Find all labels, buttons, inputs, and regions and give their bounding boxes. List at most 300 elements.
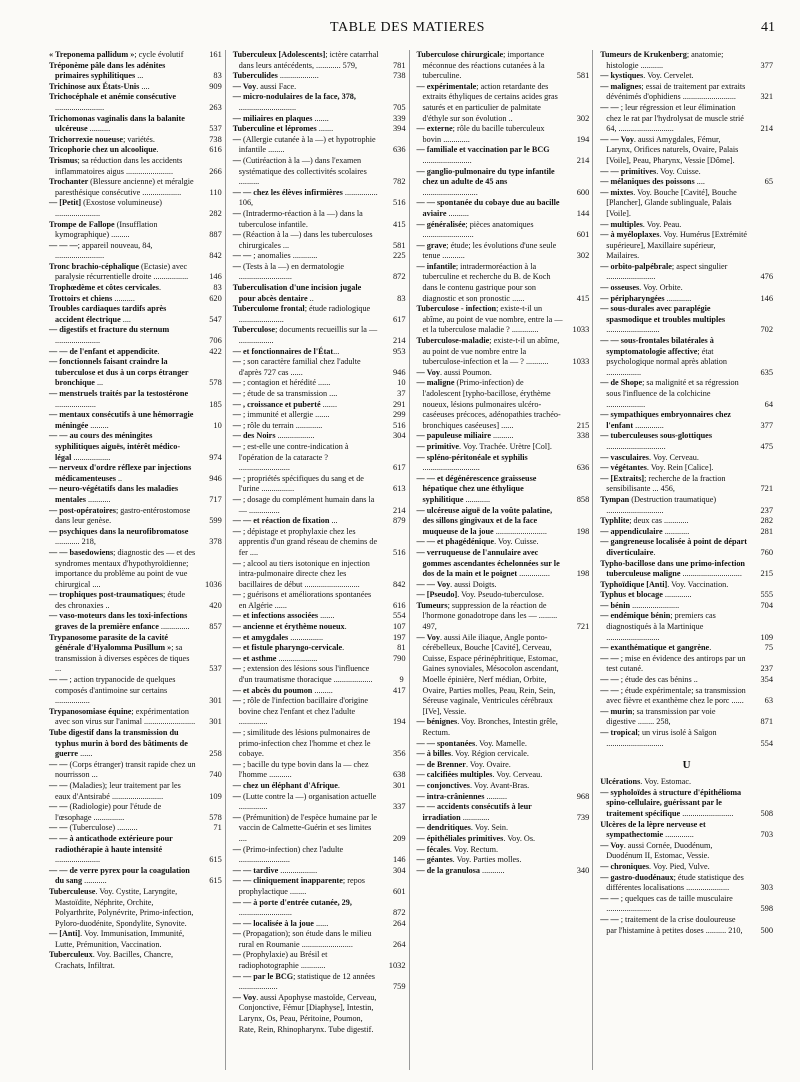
entry-page-number: 615 [209, 876, 222, 886]
entry-text: — ulcéreuse aiguë de la voûte palatine, des sillons gingivaux et de la face muqueuse de la joue ......................... [416, 505, 553, 536]
entry-text: — miliaires en plaques ....... [232, 113, 329, 123]
entry-text: Tuberculides ................... [232, 71, 319, 81]
entry-page-number: 37 [397, 389, 406, 398]
entry-text: — endémique bénin; premiers cas diagnostiqués à la Martinique .......................... [600, 611, 716, 642]
entry-text: — — ; traitement de la crise douloureuse par l'histamine à petites doses .......... 210, [600, 914, 743, 935]
index-entry [600, 527, 773, 538]
entry-page-number: 635 [760, 367, 773, 377]
index-entry [49, 135, 222, 146]
index-entry [600, 580, 773, 591]
index-entry [417, 781, 590, 792]
index-entry [417, 336, 590, 368]
entry-page-number: 601 [392, 886, 406, 896]
entry-text: — épithéliales primitives. Voy. Os. [416, 833, 536, 843]
entry-page-number: 146 [209, 272, 222, 282]
entry-text: — — ; étude expérimentale; sa transmission avec fièvre et exanthème chez le porc ...... [600, 685, 746, 706]
entry-text: — fécales. Voy. Rectum. [416, 844, 498, 854]
entry-text: Tuberculeux. Voy. Bacilles, Chancre, Crachats, Infiltrat. [49, 950, 174, 971]
entry-page-number: 617 [392, 463, 406, 473]
entry-page-number: 599 [209, 516, 222, 526]
entry-text: Tube digestif dans la transmission du typhus murin à bord des bâtiments de guerre ...... [49, 728, 188, 759]
index-entry [417, 82, 590, 124]
entry-page-number: 476 [760, 272, 773, 282]
entry-page-number: 301 [392, 780, 406, 790]
entry-page-number: 161 [209, 50, 222, 59]
entry-page-number: 636 [392, 145, 406, 155]
entry-page-number: 620 [209, 293, 222, 303]
entry-text: « Treponema pallidum »; cycle évolutif [49, 50, 184, 59]
entry-text: — — ; action trypanocide de quelques composés d'antimoine sur certains ................. [49, 675, 176, 706]
index-entry [417, 834, 590, 845]
entry-page-number: 237 [760, 505, 773, 515]
index-entry [600, 788, 773, 820]
entry-text: — ; guérisons et améliorations spontanées en Algérie ...... [232, 590, 372, 610]
entry-text: — ; son caractère familial chez l'adulte d'après 727 cas ...... [232, 357, 361, 377]
index-entry [233, 431, 406, 442]
entry-text: — — et phagédénique. Voy. Cuisse. [416, 537, 539, 547]
index-entry [49, 114, 222, 135]
index-entry [233, 304, 406, 325]
index-entry [233, 919, 406, 930]
index-entry [233, 527, 406, 559]
entry-text: — — et dégénérescence graisseuse hépatique chez une éthylique syphilitique ............ [416, 473, 537, 504]
entry-text: Trichorrexie noueuse; variétés. [49, 134, 155, 144]
index-entry [417, 506, 590, 538]
index-entry [417, 855, 590, 866]
entry-page-number: 110 [209, 187, 222, 197]
index-entry [233, 559, 406, 591]
index-column-1 [46, 50, 226, 1070]
entry-page-number: 857 [209, 622, 222, 632]
entry-page-number: 554 [392, 611, 406, 621]
entry-text: — papuleuse miliaire .......... [416, 431, 514, 441]
entry-page-number: 422 [209, 346, 222, 356]
index-entry [600, 71, 773, 82]
index-entry [600, 537, 773, 558]
entry-page-number: 706 [209, 336, 222, 346]
entry-text: — digestifs et fracture du sternum ...................... [49, 325, 170, 346]
entry-text: — osseuses. Voy. Orbite. [600, 283, 683, 293]
entry-page-number: 578 [209, 378, 222, 388]
entry-page-number: 738 [209, 134, 222, 144]
entry-page-number: 415 [576, 293, 590, 303]
index-entry [233, 792, 406, 813]
entry-page-number: 721 [760, 484, 773, 494]
index-entry [49, 198, 222, 219]
entry-text: — (Allergie cutanée à la —) et hypotrophie infantile ........ [232, 134, 376, 155]
entry-page-number: 581 [392, 240, 406, 250]
entry-page-number: 600 [576, 187, 590, 197]
index-entry [49, 389, 222, 410]
entry-text: — (Cutiréaction à la —) dans l'examen systématique des collectivités scolaires .......... [232, 155, 367, 187]
entry-text: — ; rôle de l'infection bacillaire d'origine bovine chez l'enfant et chez l'adulte .............. [232, 696, 369, 727]
entry-page-number: 909 [209, 81, 222, 91]
index-entry: — ; extension des lésions sous l'influence d'un traumatisme thoracique ................... 9 [232, 664, 404, 685]
entry-page-number: 760 [760, 547, 773, 557]
entry-text: — trophiques post-traumatiques; étude des chronaxies .. [49, 590, 186, 610]
index-column-4 [597, 50, 776, 1070]
entry-page-number: 782 [392, 177, 406, 187]
index-entry [49, 145, 222, 156]
entry-page-number: 356 [392, 749, 406, 759]
index-columns [46, 50, 776, 1070]
index-entry [600, 230, 773, 262]
entry-page-number: 303 [760, 883, 773, 893]
entry-page-number: 10 [213, 420, 222, 430]
index-entry [233, 156, 406, 188]
index-entry [233, 230, 406, 251]
entry-text: — Voy. aussi Cornée, Duodénum, Duodénum II, Estomac, Vessie. [600, 840, 713, 861]
page-number: 41 [761, 20, 775, 35]
entry-page-number: 717 [209, 494, 222, 504]
entry-text: — (Réaction à la —) dans les tuberculoses chirurgicales ... [232, 230, 373, 250]
entry-page-number: 537 [209, 664, 222, 674]
entry-text: — conjonctives. Voy. Avant-Bras. [416, 780, 530, 790]
index-entry [233, 654, 406, 665]
entry-text: — malignes; essai de traitement par extraits dévénimés d'ophidiens .......................... [600, 81, 746, 102]
index-entry [49, 950, 222, 971]
entry-page-number: 83 [213, 71, 222, 81]
entry-text: — primitive. Voy. Trachée. Urètre [Col]. [416, 441, 552, 451]
index-entry [233, 866, 406, 877]
entry-page-number: 636 [576, 463, 590, 473]
entry-text: Tumeurs de Krukenberg; anatomie; histologie ........... [600, 50, 724, 70]
entry-text: — bénignes. Voy. Bronches, Intestin grêle, Rectum. [416, 717, 558, 737]
index-entry [600, 410, 773, 431]
entry-text: Tuberculome frontal; étude radiologique ...................... [232, 304, 371, 324]
entry-page-number: 194 [576, 134, 590, 144]
entry-text: — vaso-moteurs dans les toxi-infections graves de la première enfance .............. [49, 611, 190, 632]
entry-text: — généralisée; pièces anatomiques ......................... [416, 219, 534, 240]
entry-text: — ; similitude des lésions pulmonaires de primo-infection chez l'homme et chez le cobaye. [232, 728, 371, 759]
index-entry [49, 92, 222, 113]
entry-page-number: 237 [760, 664, 773, 674]
index-entry [233, 845, 406, 866]
entry-text: — — primitives. Voy. Cuisse. [600, 166, 701, 176]
entry-text: — Voy. aussi Apophyse mastoïde, Cerveau, Conjonctive, Fémur [Diaphyse], Intestin, Larynx, Os, Peau, Péritoine, Poumon, Rate, Rein, Rhinopharynx. Tube digestif. [232, 992, 377, 1034]
index-entry [49, 294, 222, 305]
entry-text: — dendritiques. Voy. Sein. [416, 823, 509, 833]
entry-text: — ganglio-pulmonaire du type infantile chez un adulte de 45 ans ........................... [416, 166, 555, 197]
index-entry [600, 304, 773, 336]
entry-text: — — à anticathode extérieure pour radiothérapie à haute intensité ...................... [49, 833, 173, 865]
index-entry [417, 590, 590, 601]
index-entry [417, 537, 590, 548]
entry-page-number: 1033 [572, 357, 590, 367]
index-column-2 [230, 50, 410, 1070]
index-entry [417, 198, 590, 219]
entry-page-number: 194 [392, 717, 406, 727]
index-entry [233, 389, 406, 400]
index-entry [233, 378, 406, 389]
entry-text: — — spontanées. Voy. Mamelle. [416, 738, 527, 748]
index-entry [600, 495, 773, 516]
entry-text: — de la granulosa ........... [416, 865, 505, 875]
entry-page-number: 842 [209, 251, 222, 261]
index-entry [49, 866, 222, 887]
entry-text: — Voy. aussi Aile iliaque, Angle ponto-cérébelleux, Bouche [Cavité], Cerveau, Cuisse, Espace périnéphritique, Estomac, Gaines synoviales, Mésocolon ascendant, Moelle épinière, Nerf médian, Orbite, Ovaire, Parties molles, Peau, Rein, Sein, Séreuse vaginale, Ventricules cérébraux [IVe], Vessie. [416, 632, 559, 716]
entry-text: — Voy. aussi Poumon. [416, 367, 492, 377]
entry-text: — gangreneuse localisée à point de départ diverticulaire. [600, 537, 748, 557]
entry-text: — micro-nodulaires de la face, 378, ............................ [232, 92, 356, 112]
index-entry [49, 887, 222, 929]
entry-page-number: 974 [209, 452, 222, 462]
entry-text: — mélaniques des poissons .... [600, 177, 705, 187]
index-entry [233, 50, 406, 71]
entry-page-number: 301 [209, 717, 222, 727]
entry-text: — ; extension des lésions sous l'influence d'un traumatisme thoracique ................... [232, 664, 373, 685]
index-entry [233, 82, 406, 93]
index-entry [49, 781, 222, 802]
entry-text: — externe; rôle du bacille tuberculeux bovin ............. [416, 124, 545, 144]
index-entry [233, 643, 406, 654]
entry-page-number: 214 [392, 505, 406, 515]
index-entry [49, 728, 222, 760]
entry-page-number: 598 [760, 904, 773, 914]
entry-page-number: 702 [760, 325, 773, 335]
entry-page-number: 338 [576, 431, 590, 441]
entry-page-number: 781 [392, 60, 406, 70]
entry-page-number: 1033 [572, 325, 590, 335]
index-entry [417, 124, 590, 145]
entry-text: — et fonctionnaires de l'État... [232, 346, 340, 356]
index-entry [233, 781, 406, 792]
entry-page-number: 214 [392, 336, 406, 346]
entry-text: Trichomonas vaginalis dans la balanite ulcéreuse .......... [49, 113, 185, 134]
index-entry [49, 548, 222, 590]
index-entry [600, 82, 773, 103]
entry-text: — (Intradermo-réaction à la —) dans la tuberculose infantile. [232, 208, 363, 229]
entry-page-number: 377 [760, 60, 773, 70]
entry-text: Troubles cardiaques tardifs après accident électrique .... [49, 304, 167, 324]
index-entry [600, 601, 773, 612]
entry-text: — — (Maladies); leur traitement par les eaux d'Antsirabé ......................... [49, 780, 181, 801]
entry-text: Tuberculose chirurgicale; importance méconnue des réactions cutanées à la tuberculine. [416, 50, 545, 81]
index-entry [600, 777, 773, 788]
entry-text: Tréponème pâle dans les adénites primaires syphilitiques ... [49, 60, 166, 81]
entry-page-number: 738 [392, 71, 406, 81]
index-entry [417, 474, 590, 506]
entry-text: — ; immunité et allergie ....... [232, 410, 330, 420]
entry-page-number: 537 [209, 124, 222, 134]
index-entry [233, 633, 406, 644]
entry-page-number: 872 [392, 272, 406, 282]
index-entry [49, 156, 222, 177]
entry-text: Tricophorie chez un alcoolique. [49, 145, 159, 155]
entry-page-number: 613 [392, 484, 406, 494]
entry-text: — (Prophylaxie) au Brésil et radiophotographie ............ [232, 950, 328, 971]
index-entry [233, 495, 406, 516]
entry-text: — ; est-elle une contre-indication à l'opération de la cataracte ? ......................... [232, 441, 349, 473]
index-entry [233, 442, 406, 474]
entry-text: — ; dépistage et prophylaxie chez les apprentis d'un grand réseau de chemins de fer .... [232, 526, 378, 557]
entry-text: — [Anti]. Voy. Immunisation, Immunité, Lutte, Prémunition, Vaccination. [49, 929, 185, 949]
entry-page-number: 616 [209, 145, 222, 155]
entry-page-number: 887 [209, 230, 222, 240]
index-entry [233, 898, 406, 919]
entry-page-number: 554 [760, 738, 773, 748]
entry-page-number: 340 [576, 865, 590, 875]
index-entry [49, 484, 222, 505]
index-entry [233, 124, 406, 135]
entry-text: — orbito-palpébrale; aspect singulier ........................ [600, 261, 728, 282]
entry-text: — familiale et vaccination par le BCG ........................ [416, 145, 550, 165]
index-entry [417, 633, 590, 718]
section-letter: U [682, 759, 691, 772]
index-entry [600, 463, 773, 474]
index-entry [600, 474, 773, 495]
index-entry [600, 336, 773, 378]
entry-text: — et fistule pharyngo-cervicale. [232, 643, 345, 653]
index-entry [417, 739, 590, 750]
index-entry [233, 686, 406, 697]
entry-text: — grave; étude; les évolutions d'une seule tenue ........... [416, 240, 557, 261]
entry-page-number: 301 [209, 696, 222, 706]
index-entry [49, 823, 222, 834]
entry-page-number: 739 [576, 812, 590, 822]
entry-page-number: 337 [392, 802, 406, 812]
index-entry [233, 611, 406, 622]
index-entry [417, 760, 590, 771]
entry-page-number: 1032 [388, 961, 406, 971]
index-entry [600, 654, 773, 675]
index-entry [49, 431, 222, 463]
entry-text: Tuberculine et lépromes ....... [232, 124, 334, 134]
index-entry [49, 633, 222, 675]
entry-page-number: 185 [209, 399, 222, 409]
index-entry [417, 601, 590, 633]
entry-text: — menstruels traités par la testostérone .................... [49, 389, 189, 409]
index-entry [233, 283, 406, 304]
index-entry [233, 929, 406, 950]
entry-text: — fonctionnels faisant craindre la tuberculose et dus à un corps étranger bronchique ... [49, 357, 189, 388]
entry-text: Typho-bacillose dans une primo-infection tuberculeuse maligne ............................. [600, 558, 745, 579]
entry-text: — intra-crâniennes .......... [416, 791, 508, 801]
index-entry [417, 792, 590, 803]
entry-page-number: 215 [760, 569, 773, 579]
index-entry [417, 378, 590, 431]
index-entry [600, 841, 773, 862]
index-entry [417, 241, 590, 262]
entry-page-number: 721 [576, 622, 590, 632]
entry-text: Trypanosomiase équine; expérimentation avec son virus sur l'animal ......................... [49, 706, 196, 727]
entry-text: — — (Tuberculose) .......... [49, 823, 138, 833]
index-entry [600, 103, 773, 135]
index-entry [417, 845, 590, 856]
index-entry [233, 262, 406, 283]
entry-page-number: 420 [209, 600, 222, 610]
index-entry [600, 862, 773, 873]
entry-page-number: 321 [760, 92, 773, 102]
entry-page-number: 266 [209, 166, 222, 176]
entry-page-number: 378 [209, 537, 222, 547]
entry-page-number: 516 [392, 198, 406, 208]
entry-text: — murin; sa transmission par voie digestive ........ 258, [600, 706, 716, 727]
entry-text: — tuberculeuses sous-glottiques ............................. [600, 431, 713, 451]
entry-text: — végétantes. Voy. Rein [Calice]. [600, 463, 714, 473]
entry-text: — — au cours des méningites syphilitiques aiguës, intérêt médico-légal .................. [49, 431, 181, 462]
entry-page-number: 264 [392, 918, 406, 928]
entry-page-number: 302 [576, 251, 590, 261]
entry-page-number: 263 [209, 102, 222, 112]
entry-text: — ; rôle du terrain ............. [232, 420, 323, 430]
index-entry [417, 431, 590, 442]
entry-text: — à myéloplaxes. Voy. Humérus [Extrémité supérieure], Maxillaire supérieur, Mailaires. [600, 230, 748, 261]
index-entry [233, 622, 406, 633]
entry-text: Trypanosome parasite de la cavité générale d'Hyalomma Pusillum »; sa transmission à diverses espèces de tiques ... [49, 632, 190, 674]
entry-text: — tropical; un virus isolé à Saïgon ............................ [600, 728, 717, 748]
entry-text: — et asthme ................... [232, 653, 318, 663]
entry-page-number: 417 [392, 685, 406, 695]
index-entry [600, 559, 773, 580]
entry-page-number: 547 [209, 314, 222, 324]
index-entry [233, 410, 406, 421]
index-entry [233, 972, 406, 993]
entry-text: Tuberculeuse. Voy. Cystite, Laryngite, Mastoïdite, Néphrite, Orchite, Polyarthrite, Polynévrite, Primo-infection, Pyloro-duodénite, Spondylite, Synovite. [49, 886, 194, 928]
index-entry [49, 262, 222, 283]
entry-page-number: 339 [392, 113, 406, 123]
index-entry [49, 675, 222, 707]
entry-text: — — Voy. aussi Amygdales, Fémur, Larynx, Orifices naturels, Ovaire, Palais [Voile], Peau, Pharynx, Vessie [Dôme]. [600, 134, 739, 165]
entry-page-number: 107 [392, 622, 406, 632]
index-entry [600, 707, 773, 728]
entry-text: — (Primo-infection) chez l'adulte ......................... [232, 844, 344, 865]
entry-page-number: 581 [576, 71, 590, 81]
entry-page-number: 302 [576, 113, 590, 123]
index-entry [600, 378, 773, 410]
entry-page-number: 703 [760, 830, 773, 840]
entry-page-number: 109 [209, 791, 222, 801]
entry-page-number: 500 [760, 925, 773, 935]
entry-text: Trottoirs et chiens .......... [49, 293, 135, 303]
entry-text: — — ; mise en évidence des antirops par un test cutané. [600, 653, 746, 674]
entry-text: — — —; appareil nouveau, 84, ........................ [49, 240, 153, 261]
entry-page-number: 578 [209, 812, 222, 822]
entry-page-number: 377 [760, 420, 773, 430]
index-entry [233, 357, 406, 378]
entry-text: — — (Corps étranger) transit rapide chez un nourrisson ... [49, 759, 196, 780]
entry-text: Ulcérations. Voy. Estomac. [600, 777, 692, 787]
entry-page-number: 75 [764, 643, 773, 653]
entry-text: Tumeurs; suppression de la réaction de l'hormone gonadotrope dans les — ......... 497, [416, 600, 558, 632]
entry-text: — psychiques dans la neurofibromatose ............ 218, [49, 526, 189, 547]
entry-text: — spléno-péritonéale et syphilis ............................ [416, 452, 528, 473]
index-entry [49, 220, 222, 241]
entry-text: Trompe de Fallope (Insufflation kymographique) ......... [49, 219, 158, 240]
entry-text: — — sous-frontales bilatérales à symptomatologie affective; état psychologique normal après ablation ................. [600, 336, 727, 377]
index-entry [417, 220, 590, 241]
entry-page-number: 304 [392, 865, 406, 875]
entry-text: — sypholoïdes à structure d'épithélioma spino-cellulaire, guérissant par le traitement spécifique ......................... [600, 787, 742, 818]
index-entry [417, 749, 590, 760]
entry-text: Tympan (Destruction traumatique) ............................ [600, 494, 717, 515]
entry-text: — [Pseudo]. Voy. Pseudo-tuberculose. [416, 590, 544, 600]
entry-page-number: 790 [392, 653, 406, 663]
entry-text: — sous-durales avec paraplégie spasmodique et troubles multiples .......................... [600, 304, 726, 335]
entry-page-number: 83 [213, 283, 222, 293]
entry-page-number: 394 [392, 124, 406, 134]
entry-page-number: 704 [760, 600, 773, 610]
entry-page-number: 65 [764, 177, 773, 187]
entry-text: — ancienne et érythème noueux. [232, 622, 347, 632]
index-entry [49, 463, 222, 484]
index-entry [49, 802, 222, 823]
index-entry [49, 304, 222, 325]
index-entry [600, 188, 773, 220]
entry-text: — exanthématique et gangrène. [600, 643, 712, 653]
entry-text: Typhlite; deux cas ............ [600, 516, 689, 526]
index-entry [49, 760, 222, 781]
